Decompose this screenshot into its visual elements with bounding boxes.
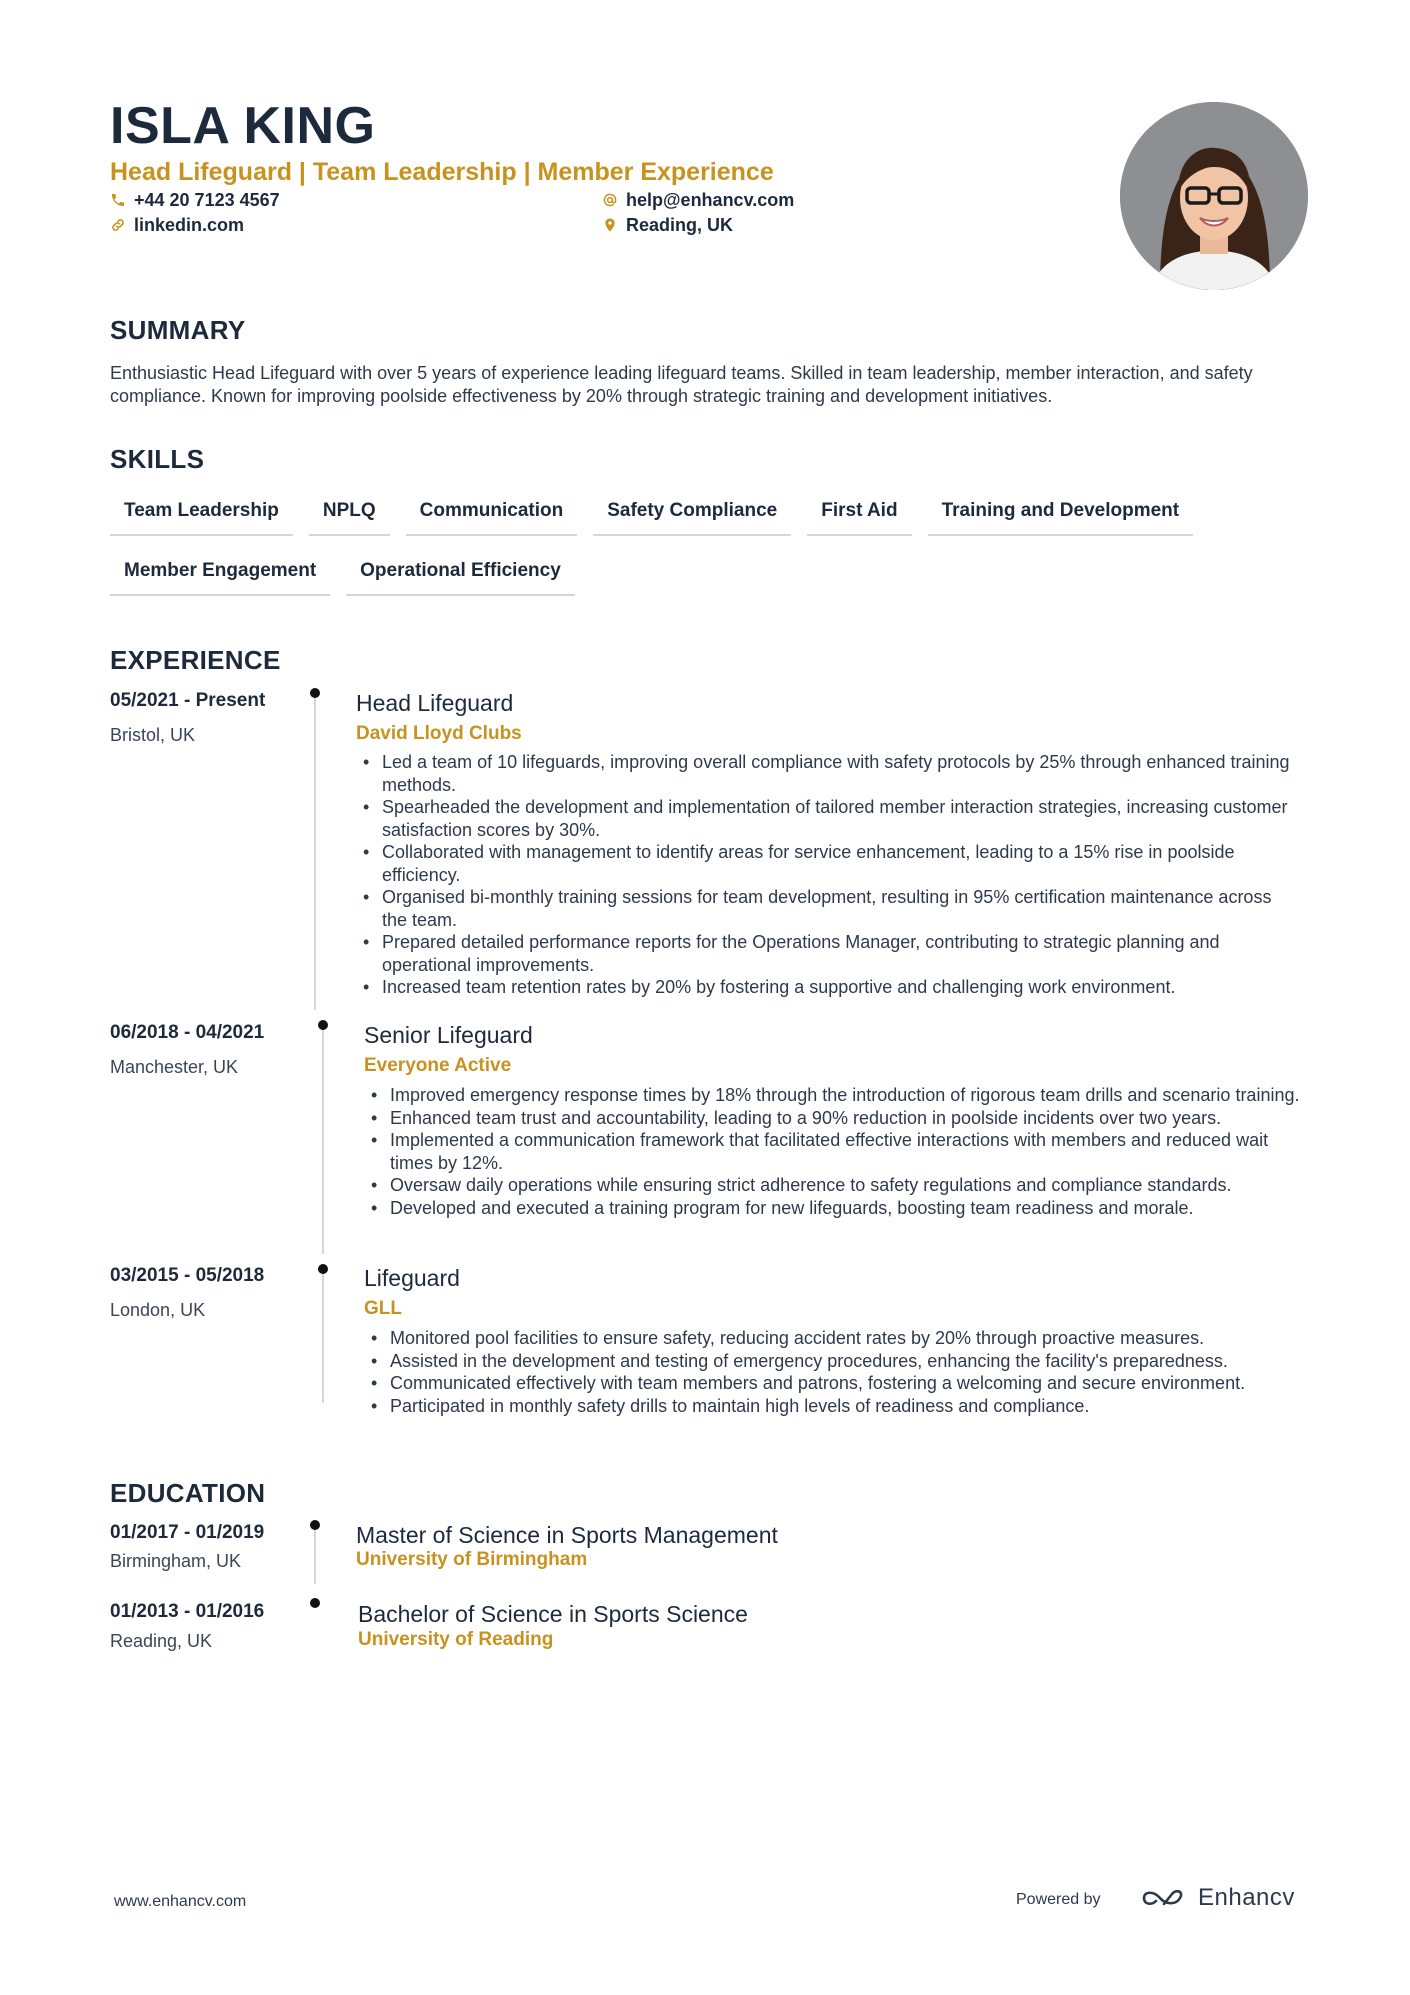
job-dates: 06/2018 - 04/2021 <box>110 1022 265 1043</box>
phone-text: +44 20 7123 4567 <box>134 190 280 210</box>
email-text[interactable]: help@enhancv.com <box>626 190 795 210</box>
linkedin-text[interactable]: linkedin.com <box>134 215 245 235</box>
list-item: • Organised bi-monthly training sessions for team development, resulting in 95% certification maintenance across the team. <box>356 886 1296 931</box>
job-company: David Lloyd Clubs <box>356 723 522 744</box>
timeline-line <box>322 1268 324 1403</box>
location-pin-icon <box>602 217 618 233</box>
job-bullets <box>364 1084 1304 1219</box>
job-company: Everyone Active <box>364 1055 512 1076</box>
job-role: Head Lifeguard <box>356 690 514 716</box>
skill-tag: Member Engagement <box>110 550 330 596</box>
job-company: GLL <box>364 1298 402 1319</box>
timeline-line <box>314 1524 316 1584</box>
list-item: • Prepared detailed performance reports for the Operations Manager, contributing to strategic planning and operational improvements. <box>356 931 1296 976</box>
profile-photo <box>1120 102 1308 290</box>
list-item: • Implemented a communication framework that facilitated effective interactions with members and reduced wait times by 12%. <box>364 1129 1304 1174</box>
list-item: • Spearheaded the development and implementation of tailored member interaction strategies, increasing customer satisfaction scores by 30%. <box>356 796 1296 841</box>
timeline-dot <box>310 688 320 698</box>
list-item: • Increased team retention rates by 20% by fostering a supportive and challenging work environment. <box>356 976 1296 999</box>
avatar <box>1120 102 1308 290</box>
brand-name: Enhancv <box>1198 1884 1295 1911</box>
candidate-name: ISLA KING <box>110 97 376 155</box>
job-role: Lifeguard <box>364 1265 460 1291</box>
timeline-dot <box>318 1264 328 1274</box>
contact-linkedin[interactable] <box>110 213 244 237</box>
brand-logo[interactable] <box>1140 1884 1295 1912</box>
skill-tag: Operational Efficiency <box>346 550 575 596</box>
skills-title: SKILLS <box>110 444 205 474</box>
skill-tag: First Aid <box>807 490 911 536</box>
job-role: Senior Lifeguard <box>364 1022 533 1048</box>
skill-tag: Safety Compliance <box>593 490 791 536</box>
link-icon <box>110 217 126 233</box>
footer-url[interactable]: www.enhancv.com <box>114 1893 247 1910</box>
enhancv-logo-icon <box>1140 1886 1188 1910</box>
skills-list <box>110 490 1310 596</box>
timeline-dot <box>310 1598 320 1608</box>
list-item: • Improved emergency response times by 18% through the introduction of rigorous team drills and scenario training. <box>364 1084 1304 1107</box>
timeline-dot <box>310 1520 320 1530</box>
contact-email[interactable] <box>602 188 794 212</box>
edu-school: University of Birmingham <box>356 1549 588 1570</box>
list-item: • Communicated effectively with team members and patrons, fostering a welcoming and secure environment. <box>364 1372 1304 1395</box>
job-location: Bristol, UK <box>110 725 196 745</box>
edu-dates: 01/2013 - 01/2016 <box>110 1601 265 1622</box>
list-item: • Oversaw daily operations while ensuring strict adherence to safety regulations and compliance standards. <box>364 1174 1304 1197</box>
skill-tag: Training and Development <box>928 490 1194 536</box>
list-item: • Enhanced team trust and accountability, leading to a 90% reduction in poolside incidents over two years. <box>364 1107 1304 1130</box>
skill-tag: NPLQ <box>309 490 390 536</box>
edu-degree: Master of Science in Sports Management <box>356 1522 778 1548</box>
list-item: • Participated in monthly safety drills to maintain high levels of readiness and compliance. <box>364 1395 1304 1418</box>
job-dates: 05/2021 - Present <box>110 690 266 711</box>
edu-degree: Bachelor of Science in Sports Science <box>358 1601 748 1627</box>
job-location: London, UK <box>110 1300 206 1320</box>
education-title: EDUCATION <box>110 1478 266 1508</box>
skill-tag: Communication <box>406 490 578 536</box>
skill-tag: Team Leadership <box>110 490 293 536</box>
edu-location: Reading, UK <box>110 1631 213 1651</box>
list-item: • Collaborated with management to identify areas for service enhancement, leading to a 15% rise in poolside efficiency. <box>356 841 1296 886</box>
edu-dates: 01/2017 - 01/2019 <box>110 1522 265 1543</box>
timeline-dot <box>318 1020 328 1030</box>
job-dates: 03/2015 - 05/2018 <box>110 1265 265 1286</box>
list-item: • Assisted in the development and testing of emergency procedures, enhancing the facility's preparedness. <box>364 1350 1304 1373</box>
job-bullets <box>364 1327 1304 1417</box>
experience-title: EXPERIENCE <box>110 645 281 675</box>
summary-text: Enthusiastic Head Lifeguard with over 5 years of experience leading lifeguard teams. Skilled in team leadership, member interaction, and safety compliance. Known for improving poolside effectiveness by 20% through strategic training and development initiatives. <box>110 363 1253 406</box>
summary-title: SUMMARY <box>110 315 246 345</box>
contact-location <box>602 213 733 237</box>
job-bullets <box>356 751 1296 999</box>
at-icon <box>602 192 618 208</box>
phone-icon <box>110 192 126 208</box>
powered-by-label: Powered by <box>1016 1891 1101 1908</box>
list-item: • Monitored pool facilities to ensure safety, reducing accident rates by 20% through proactive measures. <box>364 1327 1304 1350</box>
list-item: • Developed and executed a training program for new lifeguards, boosting team readiness and morale. <box>364 1197 1304 1220</box>
job-location: Manchester, UK <box>110 1057 239 1077</box>
list-item: • Led a team of 10 lifeguards, improving overall compliance with safety protocols by 25% through enhanced training methods. <box>356 751 1296 796</box>
headline: Head Lifeguard | Team Leadership | Member Experience <box>110 158 774 186</box>
contact-phone <box>110 188 280 212</box>
edu-location: Birmingham, UK <box>110 1551 242 1571</box>
timeline-line <box>314 692 316 1010</box>
timeline-line <box>322 1024 324 1254</box>
location-text: Reading, UK <box>626 215 734 235</box>
edu-school: University of Reading <box>358 1629 554 1650</box>
